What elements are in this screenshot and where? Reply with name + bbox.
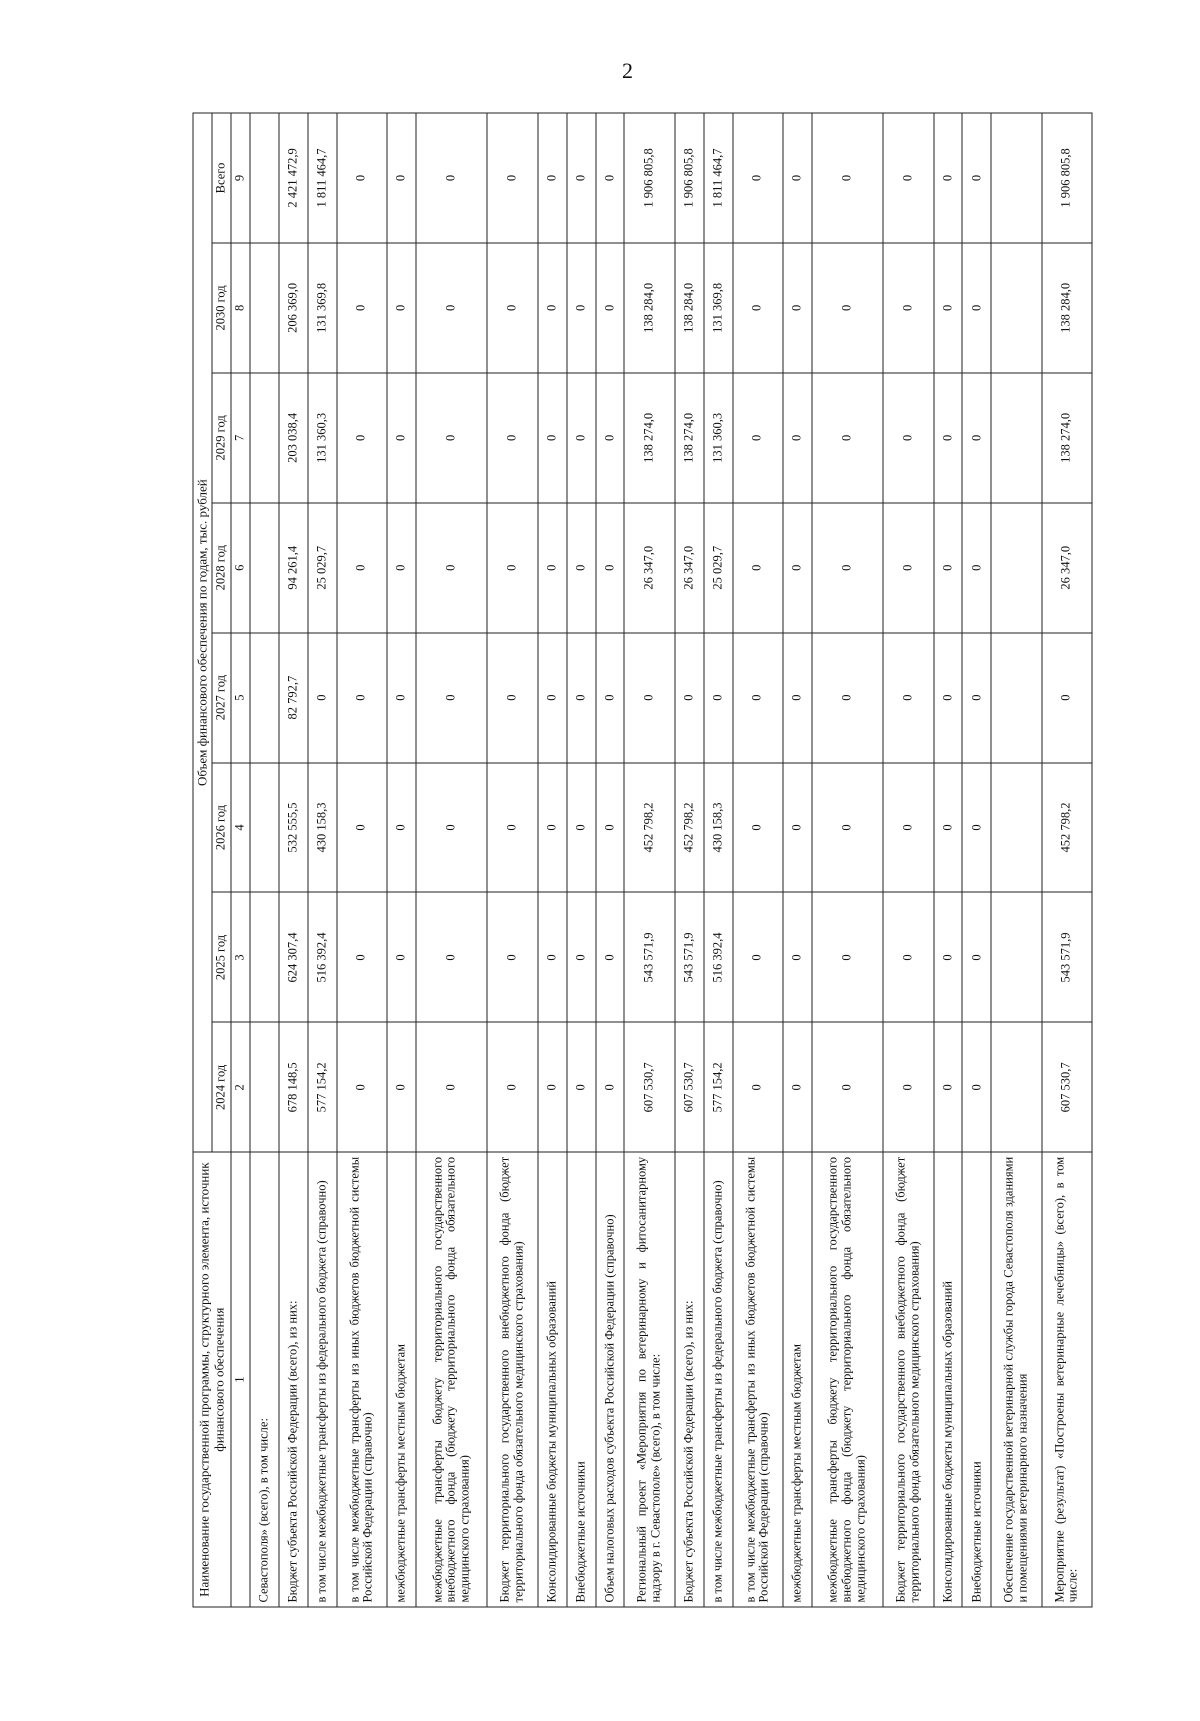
value-cell: 516 392,4 [308,893,337,1023]
value-cell [250,893,279,1023]
financing-table [193,113,1093,1608]
value-cell: 0 [416,763,487,893]
index-cell: 1 [231,1152,250,1607]
value-cell: 0 [812,373,883,503]
index-cell: 6 [231,503,250,633]
value-cell: 0 [883,763,933,893]
value-cell: 26 347,0 [1042,503,1092,633]
value-cell: 0 [934,113,963,243]
value-cell: 25 029,7 [704,503,733,633]
year-header: 2028 год [212,503,231,633]
value-cell: 0 [934,243,963,373]
value-cell: 0 [733,243,783,373]
value-cell: 0 [416,503,487,633]
value-cell: 607 530,7 [1042,1022,1092,1152]
table-row [337,113,387,1607]
index-cell: 5 [231,633,250,763]
row-label: Бюджет субъекта Российской Федерации (всего), из них: [279,1152,308,1607]
value-cell: 0 [487,1022,537,1152]
value-cell: 1 811 464,7 [308,113,337,243]
year-header: 2029 год [212,373,231,503]
value-cell: 82 792,7 [279,633,308,763]
value-cell: 138 284,0 [624,243,674,373]
value-cell [991,763,1041,893]
row-label: межбюджетные трансферты местным бюджетам [387,1152,416,1607]
value-cell: 0 [567,503,596,633]
value-cell: 0 [567,633,596,763]
value-cell: 0 [538,763,567,893]
value-cell: 0 [733,763,783,893]
table-row [308,113,337,1607]
value-cell: 26 347,0 [675,503,704,633]
value-cell: 0 [487,243,537,373]
value-cell: 0 [596,633,625,763]
value-cell: 131 369,8 [308,243,337,373]
value-cell: 0 [624,633,674,763]
value-cell: 0 [387,503,416,633]
page-number: 2 [622,58,633,83]
value-cell: 0 [337,503,387,633]
row-label: Внебюджетные источники [962,1152,991,1607]
index-cell: 2 [231,1022,250,1152]
value-cell: 0 [567,373,596,503]
value-cell: 0 [337,763,387,893]
value-cell: 138 274,0 [624,373,674,503]
index-cell: 8 [231,243,250,373]
value-cell: 452 798,2 [1042,763,1092,893]
value-cell [250,763,279,893]
value-cell: 0 [538,373,567,503]
value-cell: 0 [812,763,883,893]
value-cell: 0 [962,243,991,373]
value-cell: 0 [567,1022,596,1152]
value-cell: 0 [567,893,596,1023]
row-label: межбюджетные трансферты бюджету территориального государственного внебюджетного фонда (бюджету территориального фонда обязательного медицинского страхования) [812,1152,883,1607]
value-cell: 0 [538,113,567,243]
value-cell: 0 [387,113,416,243]
value-cell: 0 [596,243,625,373]
row-label: в том числе межбюджетные трансферты из иных бюджетов бюджетной системы Российской Федерации (справочно) [337,1152,387,1607]
row-label: Консолидированные бюджеты муниципальных образований [934,1152,963,1607]
value-cell: 0 [883,633,933,763]
table-row [783,113,812,1607]
value-cell: 543 571,9 [675,893,704,1023]
table-row [934,113,963,1607]
table-row [538,113,567,1607]
value-cell: 0 [567,243,596,373]
column-header-volume: Объем финансового обеспечения по годам, тыс. рублей [193,113,212,1152]
value-cell: 0 [962,503,991,633]
value-cell: 0 [596,113,625,243]
index-cell: 4 [231,763,250,893]
value-cell: 452 798,2 [675,763,704,893]
value-cell: 0 [487,633,537,763]
value-cell: 0 [538,503,567,633]
table-row [416,113,487,1607]
value-cell: 1 906 805,8 [624,113,674,243]
value-cell: 0 [962,633,991,763]
value-cell: 0 [337,633,387,763]
value-cell: 0 [387,243,416,373]
value-cell: 0 [596,1022,625,1152]
value-cell: 0 [934,633,963,763]
year-header: 2024 год [212,1022,231,1152]
value-cell: 0 [733,1022,783,1152]
value-cell: 0 [387,1022,416,1152]
value-cell: 0 [812,243,883,373]
row-label: Внебюджетные источники [567,1152,596,1607]
value-cell: 0 [883,503,933,633]
value-cell: 0 [733,893,783,1023]
value-cell: 138 274,0 [675,373,704,503]
value-cell: 0 [596,763,625,893]
value-cell: 0 [596,503,625,633]
value-cell: 0 [567,763,596,893]
value-cell: 138 274,0 [1042,373,1092,503]
value-cell: 0 [538,893,567,1023]
value-cell: 0 [883,113,933,243]
row-label: Бюджет субъекта Российской Федерации (всего), из них: [675,1152,704,1607]
value-cell: 0 [883,243,933,373]
value-cell: 0 [733,373,783,503]
row-label: межбюджетные трансферты бюджету территориального государственного внебюджетного фонда (бюджету территориального фонда обязательного медицинского страхования) [416,1152,487,1607]
value-cell: 0 [337,893,387,1023]
row-label: Объем налоговых расходов субъекта Российской Федерации (справочно) [596,1152,625,1607]
value-cell: 0 [783,1022,812,1152]
table-row [487,113,537,1607]
value-cell [250,113,279,243]
value-cell: 206 369,0 [279,243,308,373]
table-row [733,113,783,1607]
value-cell: 543 571,9 [1042,893,1092,1023]
row-label: Мероприятие (результат) «Построены ветеринарные лечебницы» (всего), в том числе: [1042,1152,1092,1607]
value-cell: 131 369,8 [704,243,733,373]
value-cell: 0 [337,1022,387,1152]
value-cell: 0 [416,373,487,503]
value-cell: 607 530,7 [624,1022,674,1152]
value-cell: 0 [416,113,487,243]
value-cell: 0 [733,113,783,243]
value-cell: 1 906 805,8 [675,113,704,243]
value-cell: 0 [812,633,883,763]
index-row [231,113,250,1607]
value-cell: 0 [387,633,416,763]
value-cell: 0 [783,893,812,1023]
table-row [279,113,308,1607]
value-cell [250,633,279,763]
row-label: Региональный проект «Мероприятия по ветеринарному и фитосанитарному надзору в г. Севастополе» (всего), в том числе: [624,1152,674,1607]
row-label: межбюджетные трансферты местным бюджетам [783,1152,812,1607]
value-cell: 0 [934,373,963,503]
index-cell: 3 [231,893,250,1023]
value-cell [991,893,1041,1023]
value-cell: 0 [704,633,733,763]
value-cell: 0 [308,633,337,763]
value-cell [991,243,1041,373]
value-cell: 138 284,0 [1042,243,1092,373]
value-cell [991,633,1041,763]
table-row [624,113,674,1607]
value-cell: 532 555,5 [279,763,308,893]
value-cell: 0 [387,893,416,1023]
table-row [812,113,883,1607]
value-cell: 0 [812,113,883,243]
value-cell: 0 [812,893,883,1023]
value-cell: 0 [783,113,812,243]
value-cell: 0 [416,243,487,373]
value-cell: 0 [962,373,991,503]
value-cell: 0 [883,373,933,503]
value-cell: 0 [416,1022,487,1152]
value-cell: 1 811 464,7 [704,113,733,243]
value-cell: 1 906 805,8 [1042,113,1092,243]
table-row [883,113,933,1607]
value-cell: 0 [812,503,883,633]
value-cell: 0 [596,373,625,503]
value-cell: 203 038,4 [279,373,308,503]
table-row [596,113,625,1607]
year-header: 2027 год [212,633,231,763]
value-cell: 0 [934,763,963,893]
value-cell: 0 [567,113,596,243]
value-cell: 0 [962,763,991,893]
value-cell: 452 798,2 [624,763,674,893]
column-header-name: Наименование государственной программы, структурного элемента, источник финансового обеспечения [193,1152,231,1607]
row-label: Обеспечение государственной ветеринарной службы города Севастополя зданиями и помещениями ветеринарного назначения [991,1152,1041,1607]
value-cell: 0 [962,1022,991,1152]
row-label: в том числе межбюджетные трансферты из федерального бюджета (справочно) [308,1152,337,1607]
value-cell: 0 [783,243,812,373]
value-cell [250,1022,279,1152]
value-cell: 25 029,7 [308,503,337,633]
value-cell: 0 [733,503,783,633]
year-header: 2030 год [212,243,231,373]
row-label: Консолидированные бюджеты муниципальных образований [538,1152,567,1607]
row-label: в том числе межбюджетные трансферты из иных бюджетов бюджетной системы Российской Федерации (справочно) [733,1152,783,1607]
index-cell: 9 [231,113,250,243]
value-cell: 0 [538,243,567,373]
table-row [250,113,279,1607]
value-cell: 0 [783,763,812,893]
value-cell [991,503,1041,633]
value-cell: 0 [337,373,387,503]
value-cell: 131 360,3 [308,373,337,503]
value-cell: 0 [337,243,387,373]
table-body [250,113,1092,1607]
value-cell: 0 [387,763,416,893]
value-cell: 0 [416,893,487,1023]
table-row [991,113,1041,1607]
value-cell: 0 [934,893,963,1023]
year-header: Всего [212,113,231,243]
value-cell [250,373,279,503]
value-cell: 0 [883,893,933,1023]
value-cell: 0 [387,373,416,503]
value-cell [991,373,1041,503]
value-cell [250,503,279,633]
value-cell: 0 [783,633,812,763]
value-cell: 0 [783,503,812,633]
value-cell [250,243,279,373]
table-row [675,113,704,1607]
value-cell: 543 571,9 [624,893,674,1023]
value-cell [991,113,1041,243]
value-cell: 0 [934,1022,963,1152]
value-cell: 26 347,0 [624,503,674,633]
value-cell: 678 148,5 [279,1022,308,1152]
row-label: в том числе межбюджетные трансферты из федерального бюджета (справочно) [704,1152,733,1607]
value-cell: 131 360,3 [704,373,733,503]
value-cell: 0 [487,113,537,243]
value-cell: 607 530,7 [675,1022,704,1152]
table-row [704,113,733,1607]
table-row [567,113,596,1607]
value-cell: 0 [538,1022,567,1152]
value-cell: 577 154,2 [704,1022,733,1152]
value-cell: 0 [675,633,704,763]
value-cell: 430 158,3 [308,763,337,893]
value-cell: 2 421 472,9 [279,113,308,243]
value-cell: 0 [962,113,991,243]
value-cell: 0 [337,113,387,243]
value-cell: 0 [733,633,783,763]
table-row [962,113,991,1607]
value-cell: 624 307,4 [279,893,308,1023]
value-cell: 94 261,4 [279,503,308,633]
value-cell: 0 [934,503,963,633]
value-cell: 0 [538,633,567,763]
value-cell: 0 [1042,633,1092,763]
row-label: Бюджет территориального государственного внебюджетного фонда (бюджет территориального фонда обязательного медицинского страхования) [487,1152,537,1607]
value-cell: 0 [883,1022,933,1152]
year-header: 2025 год [212,893,231,1023]
value-cell: 516 392,4 [704,893,733,1023]
value-cell: 0 [596,893,625,1023]
row-label: Севастополя» (всего), в том числе: [250,1152,279,1607]
value-cell: 0 [783,373,812,503]
value-cell: 0 [416,633,487,763]
value-cell: 0 [487,373,537,503]
value-cell: 0 [812,1022,883,1152]
value-cell [991,1022,1041,1152]
index-cell: 7 [231,373,250,503]
value-cell: 138 284,0 [675,243,704,373]
year-header: 2026 год [212,763,231,893]
value-cell: 0 [487,763,537,893]
row-label: Бюджет территориального государственного внебюджетного фонда (бюджет территориального фонда обязательного медицинского страхования) [883,1152,933,1607]
table-row [387,113,416,1607]
value-cell: 0 [962,893,991,1023]
rotated-table-container [193,113,1093,1608]
value-cell: 430 158,3 [704,763,733,893]
table-row [1042,113,1092,1607]
value-cell: 0 [487,893,537,1023]
value-cell: 0 [487,503,537,633]
value-cell: 577 154,2 [308,1022,337,1152]
